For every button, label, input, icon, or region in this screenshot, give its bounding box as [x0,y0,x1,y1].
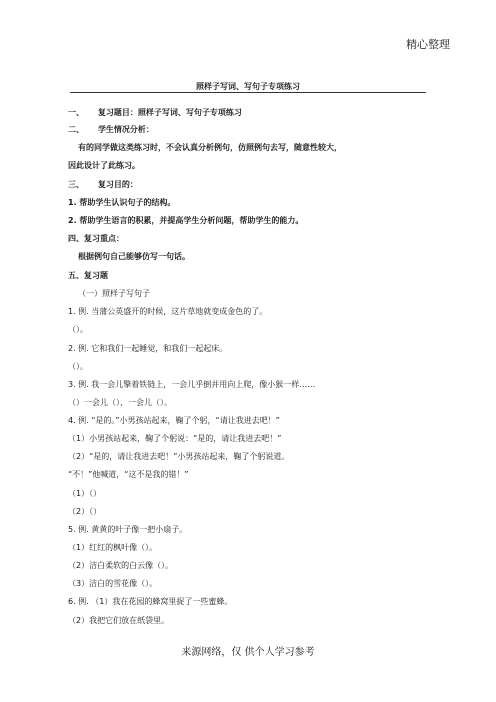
exercise-line: （）。 [68,325,88,334]
exercise-line: “不！”他喊道，“这不是我的错！” [68,470,189,479]
section-3-text: 复习目的： [97,180,138,189]
exercise-line: （）一会儿（），一会儿（）。 [68,398,172,407]
exercise-line: 4. 例. “是的。”小男孩站起来，鞠了个躬，“请让我进去吧！” [68,416,280,425]
exercise-line: 2. 例. 它和我们一起睡觉，和我们一起起床。 [68,344,228,353]
exercise-line: 3. 例. 我一会儿擎着铁链上，一会儿乎倒并用向上爬，像小猴一样…… [68,380,316,389]
title-underline [70,92,426,93]
section-4: 四、复习重点： [68,234,124,243]
section-5: 五、复习题 [68,271,108,280]
footer-note: 来源网络，仅 供个人学习参考 [181,647,315,658]
exercise-line: （2）我把它们放在纸袋里。 [68,616,170,625]
header-brand: 精心整理 [406,38,450,51]
section-2 [68,125,154,135]
section-1 [68,108,242,118]
exercise-line: （1）小男孩站起来，鞠了个躬说：“是的，请让我进去吧！” [68,434,282,443]
key-point: 根据例句自己能够仿写一句话。 [78,252,190,261]
exercise-line: （1）（） [68,489,102,498]
exercise-line: 5. 例. 黄黄的叶子像一把小扇子。 [68,525,188,534]
exercise-line: （）。 [68,362,88,371]
exercise-line: 6. 例. （1）我在花园的蜂窝里捉了一些蜜蜂。 [68,597,233,606]
section-1-number: 一、 [68,108,84,117]
goal-1: 1. 帮助学生认识句子的结构。 [68,198,176,207]
subsection-1: （一）照样子写句子 [78,289,150,298]
section-2-text: 学生情况分析： [97,125,154,134]
document-title: 照样子写词、写句子专项练习 [196,82,300,91]
section-3-number: 三、 [68,180,84,189]
goal-2: 2. 帮助学生语言的积累，并提高学生分析问题，帮助学生的能力。 [68,216,304,225]
exercise-line: 1. 例. 当蒲公英盛开的时候，这片草地就变成金色的了。 [68,307,268,316]
exercise-line: （3）洁白的雪花像（）。 [68,579,158,588]
exercise-line: （1）红红的枫叶像（）。 [68,543,158,552]
section-3 [68,180,138,190]
analysis-line-2: 因此设计了此练习。 [68,161,140,170]
analysis-line-1: 有的同学做这类练习时，不会认真分析例句，仿照例句去写，随意性较大， [78,143,342,152]
exercise-line: （2）“是的，请让我进去吧！”小男孩站起来，鞠了个躬说道。 [68,452,290,461]
exercise-line: （2）（） [68,507,102,516]
section-1-text: 复习题目：照样子写词、写句子专项练习 [97,108,242,117]
exercise-line: （2）洁白柔软的白云像（）。 [68,561,174,570]
section-2-number: 二、 [68,125,84,134]
